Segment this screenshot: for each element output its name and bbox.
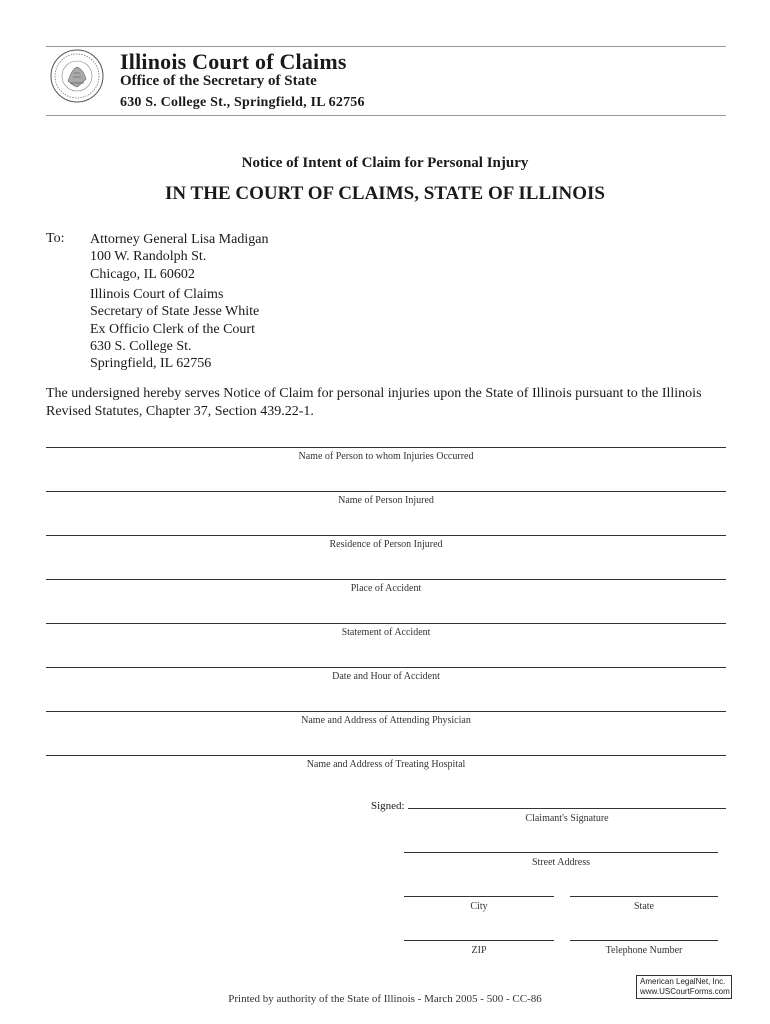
recipient-line: Illinois Court of Claims [90,287,224,302]
field-label: Name and Address of Treating Hospital [306,759,466,770]
court-heading: IN THE COURT OF CLAIMS, STATE OF ILLINOIS [165,183,605,204]
court-title: Illinois Court of Claims [120,49,347,74]
recipient-line: Chicago, IL 60602 [90,266,195,282]
recipient-line: Secretary of State Jesse White [90,304,260,320]
injured-party-field[interactable] [46,447,726,448]
street-address-label: Street Address [531,857,591,868]
to-label: To: [46,231,65,246]
notice-title: Notice of Intent of Claim for Personal Injury [241,155,529,171]
field-label: Name of Person Injured [338,495,434,506]
field-label: Statement of Accident [341,627,431,638]
recipient-line: Ex Officio Clerk of the Court [90,321,255,337]
date-hour-field[interactable] [46,667,726,668]
office-subtitle: Office of the Secretary of State [120,73,317,89]
field-label: Name of Person to whom Injuries Occurred [298,451,474,462]
top-rule [46,46,726,47]
zip-label: ZIP [471,945,487,956]
recipient-line: Attorney General Lisa Madigan [90,232,269,247]
field-label: Date and Hour of Accident [332,671,440,682]
attending-physician-field[interactable] [46,711,726,712]
street-address-field[interactable] [404,852,718,853]
signed-label: Signed: [371,800,405,812]
badge-line: American LegalNet, Inc. [640,977,726,986]
residence-field[interactable] [46,535,726,536]
recipient-line: Springfield, IL 62756 [90,356,212,372]
header-bottom-rule [46,115,726,116]
telephone-label: Telephone Number [605,945,683,956]
field-label: Name and Address of Attending Physician [301,715,471,726]
city-field[interactable] [404,896,554,897]
state-seal-icon [50,49,104,103]
badge-line: www.USCourtForms.com [640,987,730,996]
recipient-attorney-general [90,231,268,283]
statement-of-accident-field[interactable] [46,623,726,624]
recipient-line: 100 W. Randolph St. [90,249,207,265]
city-label: City [470,901,488,912]
treating-hospital-field[interactable] [46,755,726,756]
recipient-line: 630 S. College St. [90,338,192,354]
field-label: Place of Accident [350,583,422,594]
field-label: Residence of Person Injured [329,539,443,550]
state-field[interactable] [570,896,718,897]
recipient-court-of-claims [90,286,259,372]
telephone-field[interactable] [570,940,718,941]
printed-by-footer: Printed by authority of the State of Illinois - March 2005 - 500 - CC-86 [228,993,542,1005]
claimant-signature-label: Claimant's Signature [525,813,609,824]
state-label: State [634,901,654,912]
claimant-signature-field[interactable] [408,808,726,809]
person-injured-field[interactable] [46,491,726,492]
intro-paragraph: The undersigned hereby serves Notice of Claim for personal injuries upon the State of Illinois pursuant to the Illinois Revised Statutes, Chapter 37, Section 439.22-1. [46,386,702,419]
zip-field[interactable] [404,940,554,941]
office-address: 630 S. College St., Springfield, IL 62756 [120,95,365,110]
place-of-accident-field[interactable] [46,579,726,580]
